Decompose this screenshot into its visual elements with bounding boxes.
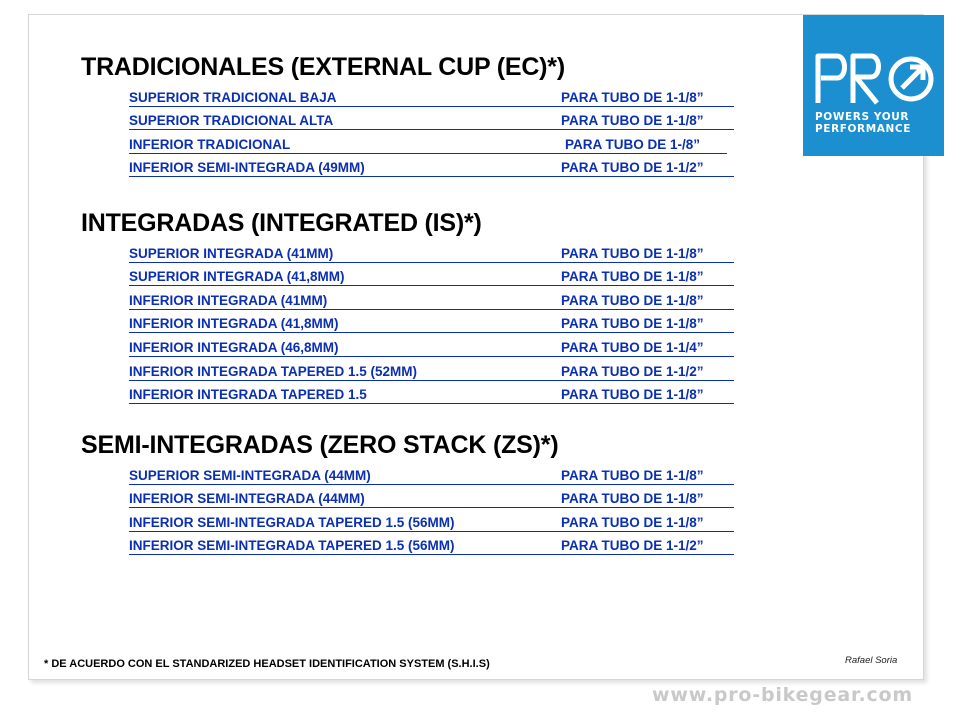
link-right[interactable]: PARA TUBO DE 1-1/8” xyxy=(561,387,704,403)
link-left[interactable]: INFERIOR SEMI-INTEGRADA TAPERED 1.5 (56MM) xyxy=(129,538,455,554)
website-url: www.pro-bikegear.com xyxy=(652,684,913,706)
pro-logo xyxy=(803,15,944,156)
link-left[interactable]: INFERIOR TRADICIONAL xyxy=(129,136,291,152)
link-right[interactable]: PARA TUBO DE 1-1/8” xyxy=(561,514,704,530)
link-row[interactable] xyxy=(129,239,734,263)
link-row[interactable] xyxy=(129,381,734,405)
link-right[interactable]: PARA TUBO DE 1-1/8” xyxy=(561,292,704,308)
link-row[interactable] xyxy=(129,130,727,154)
link-left[interactable]: SUPERIOR INTEGRADA (41,8MM) xyxy=(129,269,345,285)
link-left[interactable]: INFERIOR SEMI-INTEGRADA TAPERED 1.5 (56MM) xyxy=(129,514,455,530)
link-row[interactable] xyxy=(129,333,734,357)
link-right[interactable]: PARA TUBO DE 1-1/8” xyxy=(561,89,704,105)
section-title: TRADICIONALES (EXTERNAL CUP (EC)*) xyxy=(81,53,565,81)
link-left[interactable]: INFERIOR SEMI-INTEGRADA (49MM) xyxy=(129,160,365,176)
link-row[interactable] xyxy=(129,263,734,287)
link-row[interactable] xyxy=(129,83,734,107)
link-row[interactable] xyxy=(129,485,734,509)
link-row[interactable] xyxy=(129,286,734,310)
pro-wordmark-icon xyxy=(813,51,935,107)
link-right[interactable]: PARA TUBO DE 1-1/8” xyxy=(561,245,704,261)
link-right[interactable]: PARA TUBO DE 1-1/2” xyxy=(561,363,704,379)
section-title: SEMI-INTEGRADAS (ZERO STACK (ZS)*) xyxy=(81,431,559,459)
link-right[interactable]: PARA TUBO DE 1-1/2” xyxy=(561,160,704,176)
section-semi-integradas xyxy=(81,430,734,555)
link-row[interactable] xyxy=(129,357,734,381)
section-integradas xyxy=(81,208,734,404)
link-right[interactable]: PARA TUBO DE 1-1/8” xyxy=(561,491,704,507)
link-left[interactable]: SUPERIOR INTEGRADA (41MM) xyxy=(129,245,334,261)
link-right[interactable]: PARA TUBO DE 1-1/8” xyxy=(561,113,704,129)
link-row[interactable] xyxy=(129,508,734,532)
link-left[interactable]: INFERIOR INTEGRADA TAPERED 1.5 (52MM) xyxy=(129,363,418,379)
footnote: * DE ACUERDO CON EL STANDARIZED HEADSET IDENTIFICATION SYSTEM (S.H.I.S) xyxy=(44,658,490,670)
author-credit: Rafael Soria xyxy=(845,655,898,666)
link-right[interactable]: PARA TUBO DE 1-1/8” xyxy=(561,269,704,285)
link-row[interactable] xyxy=(129,107,734,131)
link-left[interactable]: INFERIOR INTEGRADA (41MM) xyxy=(129,292,328,308)
link-left[interactable]: INFERIOR INTEGRADA (46,8MM) xyxy=(129,339,339,355)
logo-tagline-1: POWERS YOUR xyxy=(815,111,910,123)
link-right[interactable]: PARA TUBO DE 1-1/8” xyxy=(561,316,704,332)
link-right[interactable]: PARA TUBO DE 1-1/2” xyxy=(561,538,704,554)
link-row[interactable] xyxy=(129,310,734,334)
link-left[interactable]: INFERIOR INTEGRADA (41,8MM) xyxy=(129,316,339,332)
link-row[interactable] xyxy=(129,461,734,485)
link-row[interactable] xyxy=(129,532,734,556)
link-row[interactable] xyxy=(129,154,734,178)
section-tradicionales xyxy=(81,52,734,177)
link-left[interactable]: SUPERIOR SEMI-INTEGRADA (44MM) xyxy=(129,467,371,483)
section-title: INTEGRADAS (INTEGRATED (IS)*) xyxy=(81,209,482,237)
link-left[interactable]: SUPERIOR TRADICIONAL BAJA xyxy=(129,89,337,105)
logo-tagline-2: PERFORMANCE xyxy=(815,123,911,135)
link-left[interactable]: INFERIOR INTEGRADA TAPERED 1.5 xyxy=(129,387,367,403)
link-left[interactable]: SUPERIOR TRADICIONAL ALTA xyxy=(129,113,334,129)
link-right[interactable]: PARA TUBO DE 1-/8” xyxy=(565,136,701,152)
link-left[interactable]: INFERIOR SEMI-INTEGRADA (44MM) xyxy=(129,491,365,507)
link-right[interactable]: PARA TUBO DE 1-1/4” xyxy=(561,339,704,355)
link-right[interactable]: PARA TUBO DE 1-1/8” xyxy=(561,467,704,483)
